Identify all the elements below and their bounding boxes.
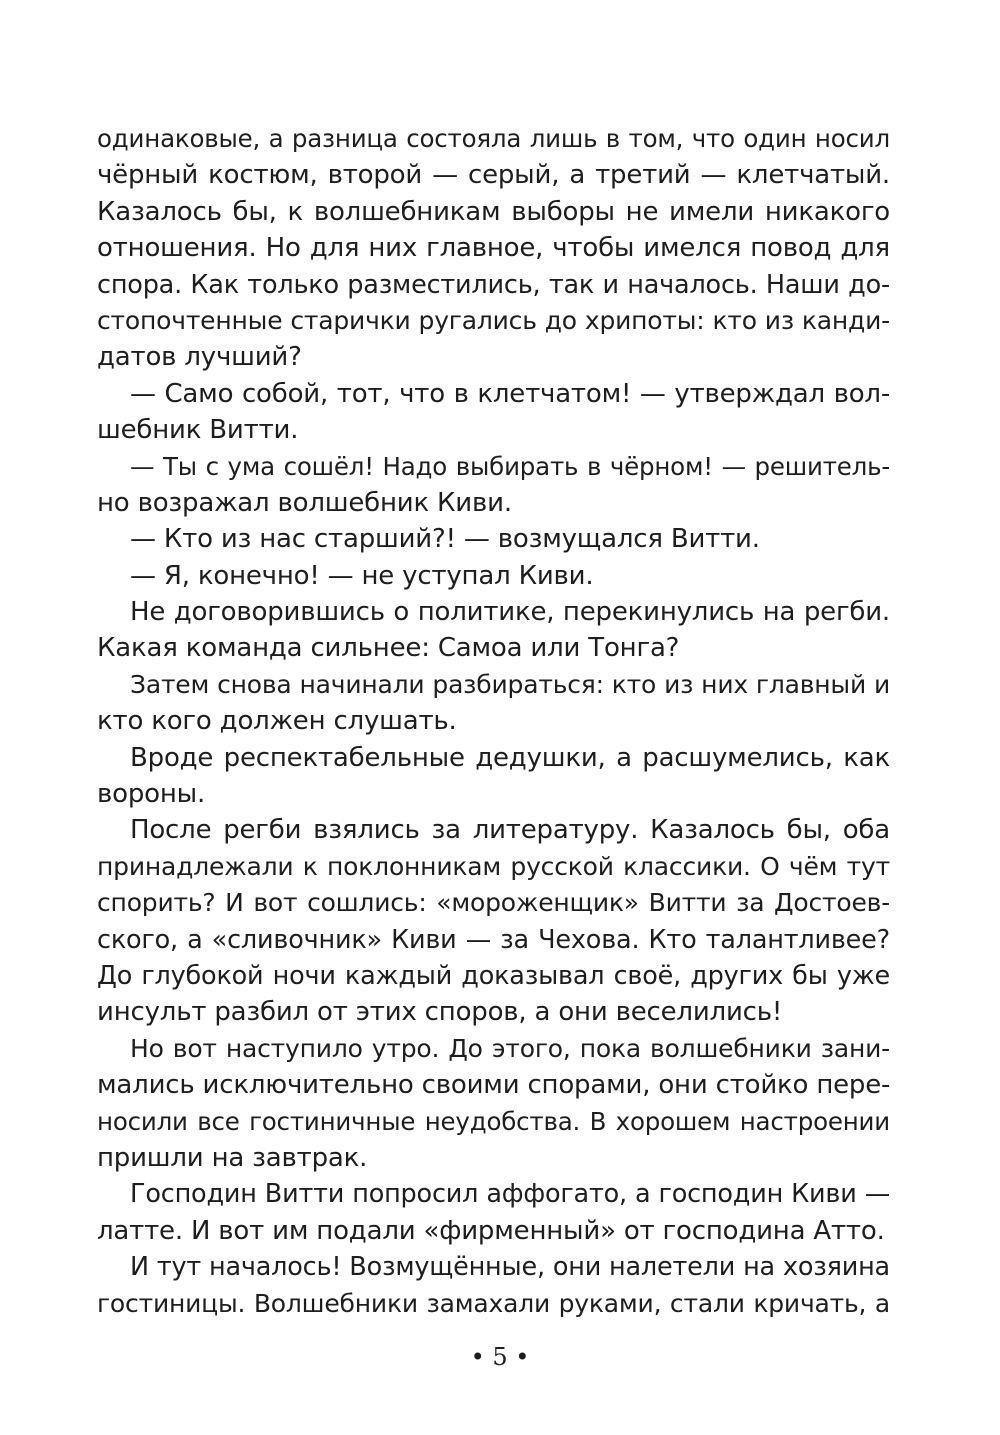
text-line: вороны.	[97, 779, 206, 810]
text-line: спора. Как только разместились, так и началось. Наши до-	[97, 269, 890, 300]
text-line: инсульт разбил от этих споров, а они веселились!	[97, 997, 783, 1028]
text-line: принадлежали к поклонникам русской классики. О чём тут	[97, 851, 890, 881]
text-line: спорить? И вот сошлись: «мороженщик» Витти за Достоев-	[97, 888, 890, 918]
text-line: одинаковые, а разница состояла лишь в том, что один носил	[97, 124, 890, 153]
text-line: кто кого должен слушать.	[97, 706, 457, 737]
text-line: латте. И вот им подали «фирменный» от господина Атто.	[97, 1215, 885, 1246]
text-line: — Я, конечно! — не уступал Киви.	[130, 560, 594, 591]
text-line: гостиницы. Волшебники замахали руками, стали кричать, а	[97, 1288, 890, 1318]
text-line: Вроде респектабельные дедушки, а расшумелись, как	[130, 742, 890, 773]
text-line: — Само собой, тот, что в клетчатом! — утверждал вол-	[130, 378, 890, 409]
text-line: ского, а «сливочник» Киви — за Чехова. Кто талантливее?	[97, 924, 890, 955]
text-line: отношения. Но для них главное, чтобы имелся повод для	[97, 233, 890, 264]
text-line: но возражал волшебник Киви.	[97, 487, 512, 518]
text-line: шебник Витти.	[97, 415, 299, 446]
text-line: носили все гостиничные неудобства. В хорошем настроении	[97, 1106, 890, 1136]
text-line: До глубокой ночи каждый доказывал своё, других бы уже	[97, 960, 890, 991]
text-line: датов лучший?	[97, 342, 302, 373]
text-line: Господин Витти попросил аффогато, а господин Киви —	[130, 1179, 890, 1210]
text-line: чёрный костюм, второй — серый, а третий — клетчатый.	[97, 160, 890, 191]
text-line: Казалось бы, к волшебникам выборы не имели никакого	[97, 196, 890, 227]
page-number: • 5 •	[470, 1343, 530, 1371]
book-page-text	[97, 121, 890, 1322]
text-line: мались исключительно своими спорами, они стойко пере-	[97, 1070, 891, 1101]
text-line: Какая команда сильнее: Самоа или Тонга?	[97, 633, 680, 664]
text-line: — Кто из нас старший?! — возмущался Витти.	[130, 524, 760, 555]
text-line: стопочтенные старички ругались до хрипоты: кто из канди-	[97, 305, 890, 335]
text-line: — Ты с ума сошёл! Надо выбирать в чёрном! — решитель-	[130, 451, 890, 481]
text-line: Затем снова начинали разбираться: кто из них главный и	[130, 669, 890, 699]
text-line: Но вот наступило утро. До этого, пока волшебники зани-	[130, 1033, 890, 1063]
text-line: После регби взялись за литературу. Казалось бы, оба	[130, 815, 890, 846]
text-line: И тут началось! Возмущённые, они налетели на хозяина	[130, 1252, 890, 1283]
text-line: Не договорившись о политике, перекинулись на регби.	[130, 597, 890, 628]
text-line: пришли на завтрак.	[97, 1142, 368, 1173]
